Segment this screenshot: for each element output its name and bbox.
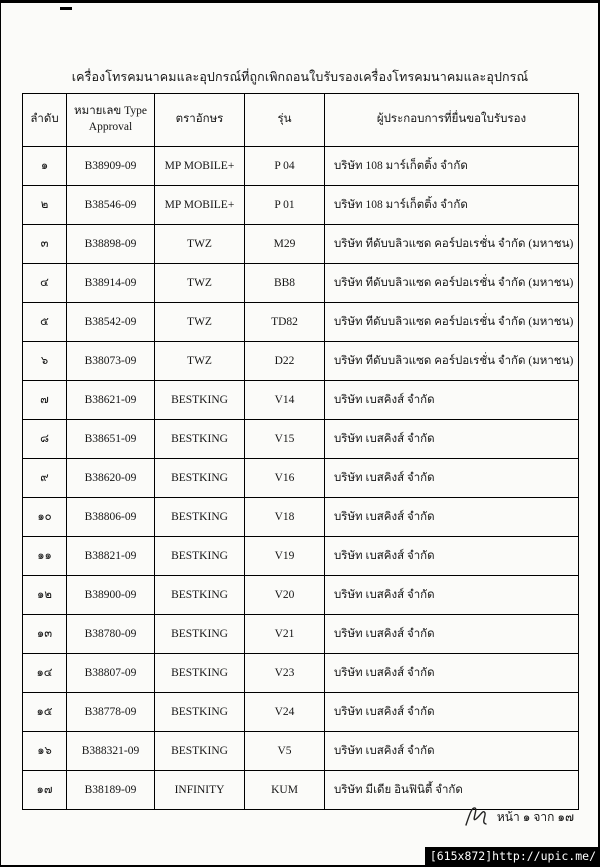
header-type-approval-line2: Approval <box>88 121 133 133</box>
cell-model: V24 <box>245 693 325 732</box>
cell-model: KUM <box>245 771 325 810</box>
cell-no: ๔ <box>23 264 67 303</box>
table-row <box>23 186 579 225</box>
header-type-approval <box>67 94 155 147</box>
cell-brand: BESTKING <box>155 693 245 732</box>
cell-model: D22 <box>245 342 325 381</box>
cell-applicant: บริษัท ทีดับบลิวแซด คอร์ปอเรชั่น จำกัด (มหาชน) <box>325 264 579 303</box>
cell-no: ๙ <box>23 459 67 498</box>
cell-applicant: บริษัท 108 มาร์เก็ตติ้ง จำกัด <box>325 186 579 225</box>
cell-applicant: บริษัท เบสคิงส์ จำกัด <box>325 615 579 654</box>
cell-applicant: บริษัท 108 มาร์เก็ตติ้ง จำกัด <box>325 147 579 186</box>
cell-brand: INFINITY <box>155 771 245 810</box>
page-title: เครื่องโทรคมนาคมและอุปกรณ์ที่ถูกเพิกถอนใบรับรองเครื่องโทรคมนาคมและอุปกรณ์ <box>71 70 529 84</box>
cell-model: V21 <box>245 615 325 654</box>
signature-mark <box>463 803 489 829</box>
cell-approval: B38546-09 <box>67 186 155 225</box>
table-row <box>23 303 579 342</box>
cell-no: ๘ <box>23 420 67 459</box>
cell-applicant: บริษัท เบสคิงส์ จำกัด <box>325 498 579 537</box>
cell-no: ๑ <box>23 147 67 186</box>
header-no: ลำดับ <box>23 94 67 147</box>
cell-no: ๑๗ <box>23 771 67 810</box>
cell-no: ๓ <box>23 225 67 264</box>
cell-approval: B38189-09 <box>67 771 155 810</box>
table-row <box>23 498 579 537</box>
cell-approval: B38778-09 <box>67 693 155 732</box>
cell-applicant: บริษัท เบสคิงส์ จำกัด <box>325 537 579 576</box>
cell-brand: BESTKING <box>155 381 245 420</box>
cell-no: ๖ <box>23 342 67 381</box>
cell-brand: BESTKING <box>155 732 245 771</box>
revoked-certificates-table <box>22 93 579 810</box>
table-row <box>23 342 579 381</box>
cell-applicant: บริษัท เบสคิงส์ จำกัด <box>325 459 579 498</box>
cell-brand: TWZ <box>155 303 245 342</box>
cell-no: ๑๖ <box>23 732 67 771</box>
cell-approval: B38914-09 <box>67 264 155 303</box>
cell-model: V19 <box>245 537 325 576</box>
cell-approval: B38651-09 <box>67 420 155 459</box>
cell-approval: B38821-09 <box>67 537 155 576</box>
cell-model: M29 <box>245 225 325 264</box>
cell-no: ๗ <box>23 381 67 420</box>
cell-approval: B38620-09 <box>67 459 155 498</box>
table-header <box>23 94 579 147</box>
cell-brand: BESTKING <box>155 537 245 576</box>
table-row <box>23 264 579 303</box>
cell-model: BB8 <box>245 264 325 303</box>
table-row <box>23 420 579 459</box>
cell-approval: B38900-09 <box>67 576 155 615</box>
cell-applicant: บริษัท เบสคิงส์ จำกัด <box>325 381 579 420</box>
header-applicant: ผู้ประกอบการที่ยื่นขอใบรับรอง <box>325 94 579 147</box>
image-host-watermark: [615x872]http://upic.me/ <box>425 847 599 867</box>
cell-applicant: บริษัท ทีดับบลิวแซด คอร์ปอเรชั่น จำกัด (มหาชน) <box>325 225 579 264</box>
header-model: รุ่น <box>245 94 325 147</box>
cell-approval: B38898-09 <box>67 225 155 264</box>
cell-brand: TWZ <box>155 264 245 303</box>
table-row <box>23 654 579 693</box>
table-row <box>23 147 579 186</box>
cell-brand: BESTKING <box>155 420 245 459</box>
table-body <box>23 147 579 810</box>
cell-brand: MP MOBILE+ <box>155 186 245 225</box>
table-row <box>23 615 579 654</box>
cell-approval: B38780-09 <box>67 615 155 654</box>
cell-approval: B388321-09 <box>67 732 155 771</box>
cell-model: V14 <box>245 381 325 420</box>
cell-brand: TWZ <box>155 342 245 381</box>
header-type-approval-line1: หมายเลข Type <box>74 105 147 118</box>
cell-no: ๕ <box>23 303 67 342</box>
cell-approval: B38806-09 <box>67 498 155 537</box>
scan-artifact-dash <box>60 7 72 10</box>
cell-applicant: บริษัท เบสคิงส์ จำกัด <box>325 693 579 732</box>
cell-model: V20 <box>245 576 325 615</box>
table-row <box>23 576 579 615</box>
cell-no: ๒ <box>23 186 67 225</box>
cell-approval: B38542-09 <box>67 303 155 342</box>
cell-applicant: บริษัท ทีดับบลิวแซด คอร์ปอเรชั่น จำกัด (มหาชน) <box>325 342 579 381</box>
cell-brand: BESTKING <box>155 615 245 654</box>
cell-model: P 01 <box>245 186 325 225</box>
page-footer <box>463 803 574 829</box>
cell-no: ๑๐ <box>23 498 67 537</box>
cell-approval: B38073-09 <box>67 342 155 381</box>
cell-model: V5 <box>245 732 325 771</box>
cell-no: ๑๒ <box>23 576 67 615</box>
cell-applicant: บริษัท เบสคิงส์ จำกัด <box>325 576 579 615</box>
cell-model: V15 <box>245 420 325 459</box>
cell-no: ๑๔ <box>23 654 67 693</box>
cell-brand: BESTKING <box>155 654 245 693</box>
cell-approval: B38909-09 <box>67 147 155 186</box>
cell-applicant: บริษัท มีเดีย อินฟินิตี้ จำกัด <box>325 771 579 810</box>
cell-approval: B38621-09 <box>67 381 155 420</box>
cell-brand: BESTKING <box>155 498 245 537</box>
header-brand: ตราอักษร <box>155 94 245 147</box>
cell-brand: BESTKING <box>155 576 245 615</box>
cell-brand: MP MOBILE+ <box>155 147 245 186</box>
table-row <box>23 693 579 732</box>
table-row <box>23 732 579 771</box>
table-row <box>23 537 579 576</box>
cell-applicant: บริษัท ทีดับบลิวแซด คอร์ปอเรชั่น จำกัด (มหาชน) <box>325 303 579 342</box>
page-number-text: หน้า ๑ จาก ๑๗ <box>496 810 574 824</box>
cell-model: V23 <box>245 654 325 693</box>
cell-model: P 04 <box>245 147 325 186</box>
cell-no: ๑๑ <box>23 537 67 576</box>
table-row <box>23 459 579 498</box>
cell-applicant: บริษัท เบสคิงส์ จำกัด <box>325 420 579 459</box>
cell-approval: B38807-09 <box>67 654 155 693</box>
cell-brand: BESTKING <box>155 459 245 498</box>
table-row <box>23 225 579 264</box>
cell-brand: TWZ <box>155 225 245 264</box>
table-row <box>23 381 579 420</box>
cell-applicant: บริษัท เบสคิงส์ จำกัด <box>325 732 579 771</box>
cell-no: ๑๓ <box>23 615 67 654</box>
cell-model: V16 <box>245 459 325 498</box>
cell-no: ๑๕ <box>23 693 67 732</box>
cell-model: TD82 <box>245 303 325 342</box>
cell-applicant: บริษัท เบสคิงส์ จำกัด <box>325 654 579 693</box>
cell-model: V18 <box>245 498 325 537</box>
